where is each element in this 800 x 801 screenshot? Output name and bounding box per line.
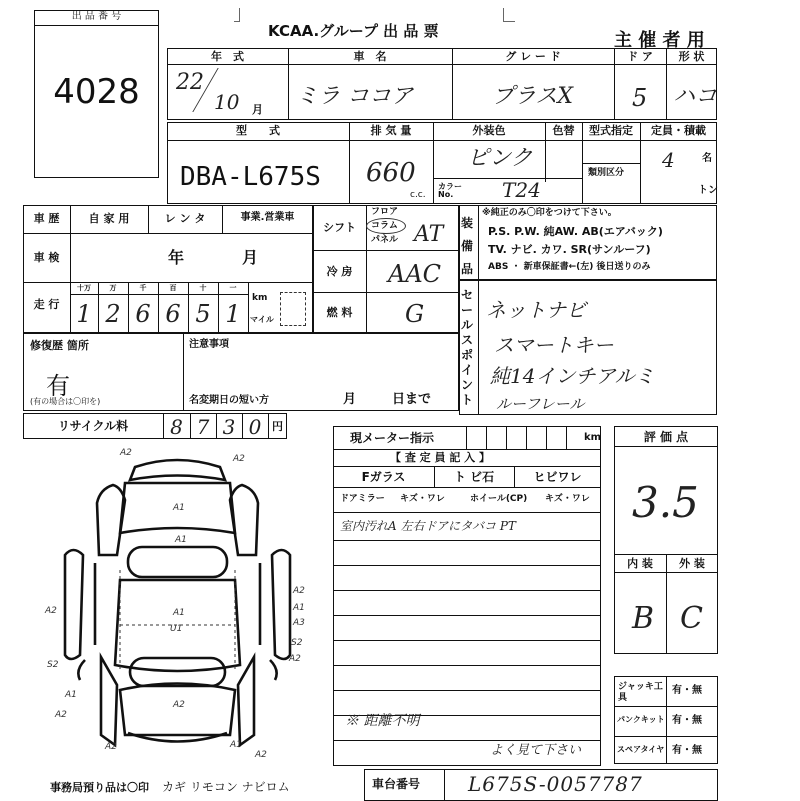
interior-label: 内 装 — [627, 557, 653, 570]
shift-floor: フロア — [371, 207, 399, 217]
diagram-mark-10: U1 — [170, 624, 183, 634]
repair-value: 有 — [46, 372, 70, 400]
shape-value: ハコ — [673, 84, 718, 109]
accessory-jack-value: 有・無 — [672, 685, 702, 696]
sales-points-label: セールスポイント — [461, 288, 474, 407]
name-change-label: 名変期日の短い方 — [189, 395, 269, 406]
grade-header: グ レ ー ド — [505, 50, 561, 63]
f-glass-label: Fガラス — [361, 470, 406, 484]
history-private: 自 家 用 — [88, 212, 130, 225]
sales-point-1: ネットナビ — [486, 298, 586, 322]
car-name-value: ミラ ココア — [296, 84, 413, 109]
shift-label: シフト — [323, 221, 356, 234]
digit-unit-1k: 千 — [139, 284, 147, 292]
shift-panel: パネル — [371, 235, 399, 245]
inspection-label: 車 検 — [33, 251, 60, 264]
equipment-label: 装備品 — [461, 216, 474, 276]
doors-value: 5 — [632, 84, 648, 112]
diagram-mark-7: A1 — [293, 603, 305, 613]
name-change-day: 日まで — [392, 392, 432, 407]
digit-unit-10: 十 — [199, 284, 207, 292]
displacement-header: 排 気 量 — [370, 124, 412, 137]
capacity-header: 定員・積載 — [651, 124, 706, 137]
diagram-mark-9: A1 — [173, 608, 185, 618]
doors-header: ド ア — [627, 50, 653, 63]
color-change-header: 色替 — [552, 124, 575, 137]
mileage-digit-6: 1 — [225, 300, 241, 328]
diagram-mark-1: A2 — [120, 448, 132, 458]
recycle-digit-4: 0 — [248, 415, 262, 439]
year-header: 年 式 — [211, 50, 244, 63]
inspector-note-1: 室内汚れA 左右ドアにタバコ PT — [340, 519, 516, 533]
lot-number: 4028 — [53, 72, 140, 112]
color-no-label: カラーNo. — [438, 182, 462, 199]
accessory-spare-label: スペアタイヤ — [617, 745, 665, 754]
diagram-mark-8: A3 — [293, 618, 305, 628]
recycle-label: リサイクル料 — [57, 419, 129, 433]
interior-score: B — [632, 601, 655, 636]
category-label: 類別区分 — [588, 168, 625, 178]
diagram-mark-15: A2 — [173, 700, 185, 710]
diagram-mark-16: A2 — [105, 742, 117, 752]
sales-point-3: 純14インチアルミ — [490, 364, 655, 388]
sponsor-label: 主 催 者 用 — [614, 30, 705, 51]
mileage-digit-3: 6 — [135, 300, 151, 328]
accessory-jack-label: ジャッキ工具 — [618, 682, 663, 703]
ac-value: AAC — [388, 260, 442, 288]
exterior-label: 外 装 — [679, 557, 705, 570]
color-header: 外装色 — [472, 124, 506, 137]
chassis-value: L675S-0057787 — [468, 772, 643, 796]
mileage-digit-4: 6 — [165, 300, 181, 328]
mileage-digit-2: 2 — [105, 300, 121, 328]
fuel-value: G — [405, 300, 425, 328]
color-value: ピンク — [467, 146, 533, 171]
chassis-label: 車台番号 — [372, 777, 421, 791]
office-label: 事務局預り品は〇印 — [50, 781, 149, 794]
recycle-digit-1: 8 — [170, 415, 183, 439]
shape-header: 形 状 — [678, 50, 705, 63]
diagram-mark-14: A2 — [55, 710, 67, 720]
month-value: 10 — [214, 90, 240, 114]
score-label: 評 価 点 — [643, 430, 689, 444]
diagram-mark-11: S2 — [47, 660, 59, 670]
diagram-mark-12: A2 — [289, 654, 301, 664]
diagram-mark-19: S2 — [291, 638, 303, 648]
score-value: 3.5 — [632, 478, 699, 527]
car-name-header: 車 名 — [353, 50, 387, 63]
repair-label: 修復歴 箇所 — [30, 339, 89, 352]
meter-label: 現メーター指示 — [350, 431, 435, 445]
sales-point-2: スマートキー — [494, 333, 614, 357]
recycle-digit-2: 7 — [196, 415, 210, 439]
diagram-mark-13: A1 — [65, 690, 77, 700]
history-rental: レ ン タ — [164, 212, 206, 225]
accessory-puncture-label: パンクキット — [617, 715, 665, 724]
accessory-spare-value: 有・無 — [672, 745, 702, 756]
diagram-mark-5: A2 — [45, 606, 57, 616]
equipment-instruction: ※純正のみ〇印をつけて下さい。 — [482, 208, 617, 218]
tobiishi-label: ト ビ石 — [453, 470, 495, 484]
equipment-line-2: P.S. P.W. 純AW. AB(エアバック) — [488, 225, 663, 238]
mile-label: マイル — [250, 315, 274, 324]
recycle-unit: 円 — [272, 420, 283, 433]
diagram-mark-2: A2 — [233, 454, 245, 464]
sales-point-4: ルーフレール — [496, 395, 585, 413]
capacity-value: 4 — [662, 148, 675, 172]
kizu-ware-label-2: キズ・ワレ — [545, 494, 590, 504]
diagram-mark-3: A1 — [173, 503, 185, 513]
inspector-header: 【 査 定 員 記 入 】 — [390, 451, 490, 464]
mileage-label: 走 行 — [33, 298, 60, 311]
equipment-line-3: TV. ナビ. カワ. SR(サンルーフ) — [488, 243, 651, 256]
repair-note: (有の場合は〇印を) — [30, 397, 101, 406]
inspector-note-3: よく見て下さい — [490, 743, 582, 758]
inspection-year-unit: 年 — [168, 248, 185, 267]
color-no-value: T24 — [502, 178, 541, 202]
ac-label: 冷 房 — [326, 265, 353, 278]
meter-unit: km — [584, 432, 602, 443]
diagram-mark-17: A1 — [230, 740, 242, 750]
mile-checkbox — [280, 292, 306, 326]
persons-unit: 名 — [702, 153, 712, 164]
diagram-mark-6: A2 — [293, 586, 305, 596]
inspection-month-unit: 月 — [242, 248, 259, 267]
name-change-month: 月 — [343, 392, 357, 407]
diagram-mark-18: A2 — [255, 750, 267, 760]
equipment-line-4: ABS ・ 新車保証書←(左) 後日送りのみ — [488, 262, 651, 272]
accessory-puncture-value: 有・無 — [672, 715, 702, 726]
inspector-note-2: ※ 距離不明 — [345, 713, 420, 729]
recycle-digit-3: 3 — [222, 415, 236, 439]
kizu-ware-label-1: キズ・ワレ — [400, 494, 445, 504]
exterior-score: C — [680, 601, 703, 636]
cc-unit: c.c. — [410, 190, 426, 200]
grade-value: プラスX — [492, 84, 574, 109]
diagram-mark-4: A1 — [175, 535, 187, 545]
digit-unit-10k: 万 — [109, 284, 117, 292]
displacement-value: 660 — [366, 158, 416, 188]
model-value: DBA-L675S — [180, 162, 321, 192]
history-label: 車 歴 — [33, 212, 60, 225]
model-header: 型 式 — [236, 124, 280, 137]
fuel-label: 燃 料 — [326, 306, 353, 319]
shift-column: コラム — [371, 221, 398, 231]
month-unit: 月 — [252, 103, 263, 116]
hibiware-label: ヒビワレ — [533, 470, 582, 484]
digit-unit-1: 一 — [229, 284, 237, 292]
km-label: km — [252, 293, 268, 303]
shift-value: AT — [414, 222, 444, 247]
year-value: 22 — [176, 70, 204, 95]
digit-unit-100: 百 — [169, 284, 177, 292]
notes-label: 注意事項 — [189, 339, 229, 350]
mileage-digit-1: 1 — [76, 300, 92, 328]
car-damage-diagram — [25, 445, 330, 770]
wheel-label: ホイール(CP) — [470, 494, 528, 504]
form-title: KCAA.グループ 出 品 票 — [268, 22, 439, 40]
type-cert-header: 型式指定 — [589, 124, 633, 137]
office-items: カギ リモコン ナビロム — [162, 780, 290, 794]
lot-number-label: 出 品 番 号 — [71, 11, 122, 22]
history-business: 事業.営業車 — [240, 212, 295, 223]
tons-unit: トン — [698, 185, 718, 196]
digit-unit-100k: 十万 — [77, 284, 91, 292]
door-mirror-label: ドアミラー — [340, 494, 385, 504]
mileage-digit-5: 5 — [195, 300, 211, 328]
